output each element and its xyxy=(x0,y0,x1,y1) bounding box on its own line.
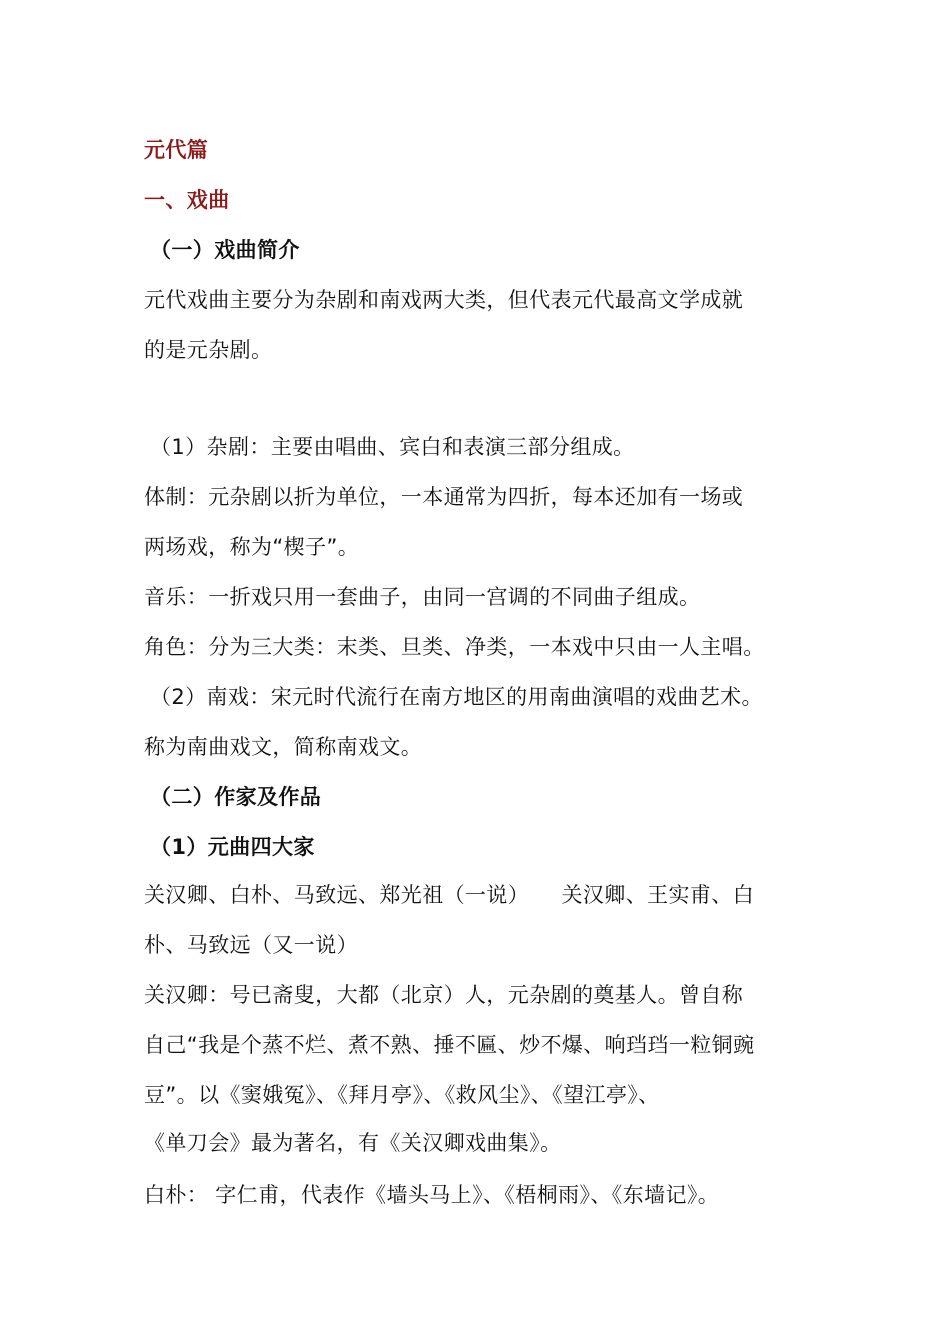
paragraph-line: 两场戏，称为“楔子”。 xyxy=(144,535,360,559)
subsection-item-title: （1）元曲四大家 xyxy=(150,835,315,859)
paragraph-line: 自己“我是个蒸不烂、煮不熟、捶不匾、炒不爆、响珰珰一粒铜豌 xyxy=(144,1033,755,1057)
paragraph-line: 音乐：一折戏只用一套曲子，由同一宫调的不同曲子组成。 xyxy=(144,585,701,609)
subsection-title-intro: （一）戏曲简介 xyxy=(150,238,300,262)
paragraph-line: 称为南曲戏文，简称南戏文。 xyxy=(144,735,423,759)
paragraph-line: 体制：元杂剧以折为单位，一本通常为四折，每本还加有一场或 xyxy=(144,485,744,509)
part-title: 元代篇 xyxy=(144,138,209,162)
paragraph-line: （1）杂剧：主要由唱曲、宾白和表演三部分组成。 xyxy=(150,435,635,459)
paragraph-line: 的是元杂剧。 xyxy=(144,338,273,362)
paragraph-line: 角色：分为三大类：末类、旦类、净类，一本戏中只由一人主唱。 xyxy=(144,635,765,659)
paragraph-line: 《单刀会》最为著名，有《关汉卿戏曲集》。 xyxy=(144,1131,562,1155)
paragraph-line: 白朴： 字仁甫，代表作《墙头马上》、《梧桐雨》、《东墙记》。 xyxy=(144,1183,720,1207)
paragraph-line: （2）南戏：宋元时代流行在南方地区的用南曲演唱的戏曲艺术。 xyxy=(150,685,763,709)
section-title: 一、戏曲 xyxy=(144,188,230,212)
paragraph-line: 朴、马致远（又一说） xyxy=(144,933,358,957)
subsection-title-authors: （二）作家及作品 xyxy=(150,785,322,809)
paragraph-line: 关汉卿、白朴、马致远、郑光祖（一说） 关汉卿、王实甫、白 xyxy=(144,883,755,907)
paragraph-line: 豆”。以《窦娥冤》、《拜月亭》、《救风尘》、《望江亭》、 xyxy=(144,1083,660,1107)
paragraph-line: 元代戏曲主要分为杂剧和南戏两大类，但代表元代最高文学成就 xyxy=(144,288,744,312)
paragraph-line: 关汉卿：号已斋叟，大都（北京）人，元杂剧的奠基人。曾自称 xyxy=(144,983,744,1007)
